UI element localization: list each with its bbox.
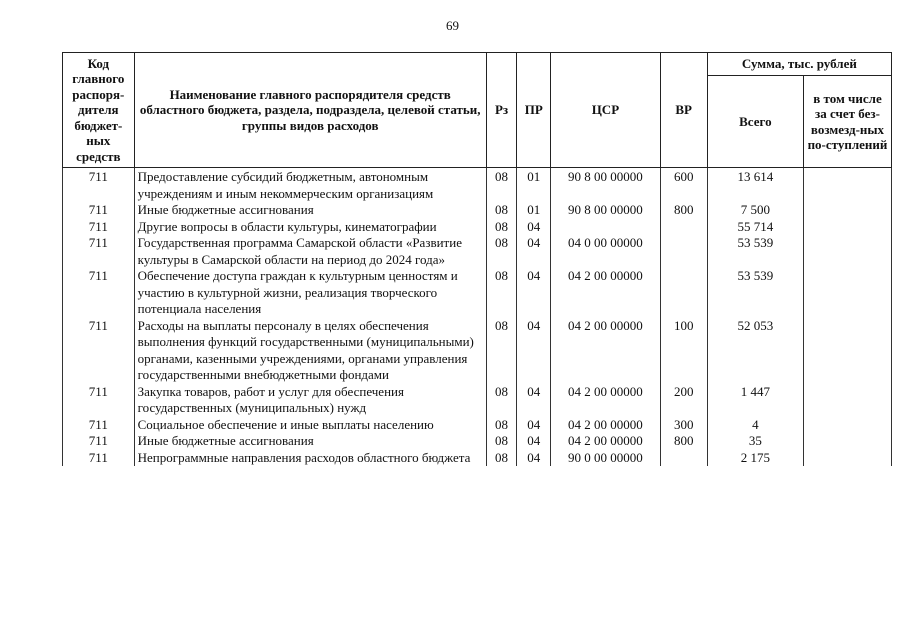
cell-pr: 04	[517, 417, 551, 434]
cell-name: Государственная программа Самарской области «Развитие культуры в Самарской области на период до 2024 года»	[134, 235, 486, 268]
cell-pr: 04	[517, 384, 551, 417]
page-number: 69	[446, 18, 459, 33]
cell-pr: 04	[517, 318, 551, 384]
cell-gratuitous	[803, 168, 891, 203]
cell-rz: 08	[486, 433, 517, 450]
cell-name: Социальное обеспечение и иные выплаты населению	[134, 417, 486, 434]
header-total: Всего	[707, 76, 803, 168]
cell-csr: 04 2 00 00000	[551, 417, 661, 434]
cell-gratuitous	[803, 450, 891, 467]
table-row	[63, 433, 892, 450]
cell-gratuitous	[803, 417, 891, 434]
cell-gratuitous	[803, 268, 891, 318]
cell-csr: 04 2 00 00000	[551, 318, 661, 384]
cell-code: 711	[63, 318, 135, 384]
cell-gratuitous	[803, 235, 891, 268]
cell-vr	[660, 450, 707, 467]
cell-total: 53 539	[707, 235, 803, 268]
cell-pr: 04	[517, 433, 551, 450]
cell-vr: 200	[660, 384, 707, 417]
cell-code: 711	[63, 433, 135, 450]
cell-pr: 01	[517, 202, 551, 219]
header-rz: Рз	[486, 53, 517, 168]
table-row	[63, 268, 892, 318]
cell-code: 711	[63, 202, 135, 219]
cell-vr: 800	[660, 202, 707, 219]
cell-code: 711	[63, 384, 135, 417]
cell-rz: 08	[486, 235, 517, 268]
cell-vr	[660, 268, 707, 318]
cell-csr	[551, 219, 661, 236]
cell-code: 711	[63, 219, 135, 236]
cell-total: 52 053	[707, 318, 803, 384]
cell-csr: 04 2 00 00000	[551, 433, 661, 450]
budget-table	[62, 52, 892, 466]
header-name: Наименование главного распорядителя средств областного бюджета, раздела, подраздела, целевой статьи, группы видов расходов	[134, 53, 486, 168]
cell-rz: 08	[486, 268, 517, 318]
cell-vr	[660, 219, 707, 236]
cell-vr: 300	[660, 417, 707, 434]
table-row	[63, 318, 892, 384]
cell-csr: 04 0 00 00000	[551, 235, 661, 268]
cell-csr: 90 8 00 00000	[551, 202, 661, 219]
table-row	[63, 235, 892, 268]
table-row	[63, 219, 892, 236]
table-row	[63, 202, 892, 219]
cell-gratuitous	[803, 219, 891, 236]
cell-code: 711	[63, 417, 135, 434]
header-csr: ЦСР	[551, 53, 661, 168]
cell-rz: 08	[486, 219, 517, 236]
cell-rz: 08	[486, 202, 517, 219]
cell-total: 13 614	[707, 168, 803, 203]
cell-vr: 800	[660, 433, 707, 450]
cell-vr	[660, 235, 707, 268]
cell-rz: 08	[486, 318, 517, 384]
cell-csr: 04 2 00 00000	[551, 268, 661, 318]
cell-gratuitous	[803, 433, 891, 450]
cell-name: Обеспечение доступа граждан к культурным ценностям и участию в культурной жизни, реализация творческого потенциала населения	[134, 268, 486, 318]
cell-code: 711	[63, 268, 135, 318]
cell-name: Иные бюджетные ассигнования	[134, 202, 486, 219]
cell-gratuitous	[803, 202, 891, 219]
cell-gratuitous	[803, 318, 891, 384]
table-body	[63, 168, 892, 467]
cell-name: Предоставление субсидий бюджетным, автономным учреждениям и иным некоммерческим организациям	[134, 168, 486, 203]
cell-name: Иные бюджетные ассигнования	[134, 433, 486, 450]
table-row	[63, 417, 892, 434]
table-header	[63, 53, 892, 168]
header-vr: ВР	[660, 53, 707, 168]
table-row	[63, 168, 892, 203]
cell-code: 711	[63, 450, 135, 467]
cell-vr: 100	[660, 318, 707, 384]
cell-pr: 04	[517, 268, 551, 318]
cell-total: 35	[707, 433, 803, 450]
header-code: Код главного распоря-дителя бюджет-ных средств	[63, 53, 135, 168]
cell-csr: 90 8 00 00000	[551, 168, 661, 203]
cell-vr: 600	[660, 168, 707, 203]
cell-pr: 04	[517, 219, 551, 236]
header-gratuitous: в том числе за счет без-возмезд-ных по-ступлений	[803, 76, 891, 168]
cell-total: 1 447	[707, 384, 803, 417]
cell-pr: 01	[517, 168, 551, 203]
header-sum: Сумма, тыс. рублей	[707, 53, 891, 76]
table-row	[63, 384, 892, 417]
cell-name: Непрограммные направления расходов областного бюджета	[134, 450, 486, 467]
cell-name: Расходы на выплаты персоналу в целях обеспечения выполнения функций государственными (муниципальными) органами, казенными учреждениями, органами управления государственными внебюджетными фондами	[134, 318, 486, 384]
cell-code: 711	[63, 235, 135, 268]
cell-rz: 08	[486, 384, 517, 417]
cell-rz: 08	[486, 417, 517, 434]
cell-pr: 04	[517, 450, 551, 467]
cell-code: 711	[63, 168, 135, 203]
cell-total: 2 175	[707, 450, 803, 467]
cell-total: 53 539	[707, 268, 803, 318]
cell-rz: 08	[486, 450, 517, 467]
cell-rz: 08	[486, 168, 517, 203]
cell-total: 55 714	[707, 219, 803, 236]
header-pr: ПР	[517, 53, 551, 168]
table-row	[63, 450, 892, 467]
cell-csr: 90 0 00 00000	[551, 450, 661, 467]
cell-pr: 04	[517, 235, 551, 268]
cell-total: 4	[707, 417, 803, 434]
cell-total: 7 500	[707, 202, 803, 219]
cell-name: Другие вопросы в области культуры, кинематографии	[134, 219, 486, 236]
cell-name: Закупка товаров, работ и услуг для обеспечения государственных (муниципальных) нужд	[134, 384, 486, 417]
cell-csr: 04 2 00 00000	[551, 384, 661, 417]
cell-gratuitous	[803, 384, 891, 417]
